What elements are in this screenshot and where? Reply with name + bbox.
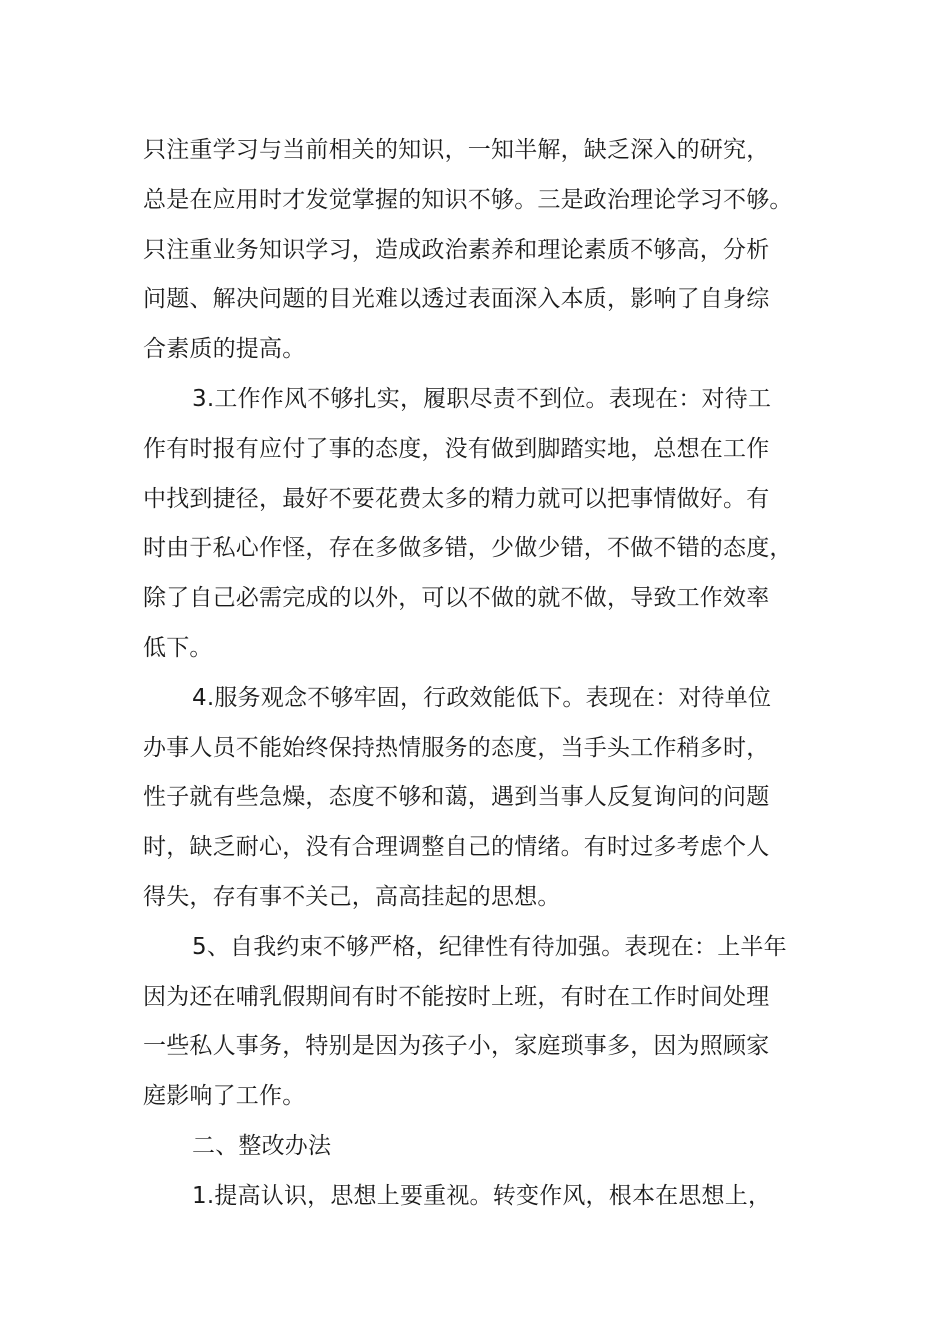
text-line: 因为还在哺乳假期间有时不能按时上班，有时在工作时间处理 bbox=[143, 983, 770, 1010]
text-line: 4.服务观念不够牢固，行政效能低下。表现在：对待单位 bbox=[192, 684, 772, 711]
text-line: 时由于私心作怪，存在多做多错，少做少错，不做不错的态度， bbox=[143, 535, 793, 562]
text-line: 庭影响了工作。 bbox=[143, 1083, 306, 1110]
text-line: 总是在应用时才发觉掌握的知识不够。三是政治理论学习不够。 bbox=[143, 186, 793, 213]
text-line: 得失，存有事不关己，高高挂起的思想。 bbox=[143, 883, 561, 910]
text-line: 一些私人事务，特别是因为孩子小，家庭琐事多，因为照顾家 bbox=[143, 1033, 770, 1060]
text-line: 时，缺乏耐心，没有合理调整自己的情绪。有时过多考虑个人 bbox=[143, 834, 770, 861]
text-line: 二、整改办法 bbox=[192, 1132, 332, 1159]
text-line: 合素质的提高。 bbox=[143, 336, 306, 363]
body-text bbox=[143, 126, 833, 1222]
text-line: 除了自己必需完成的以外，可以不做的就不做，导致工作效率 bbox=[143, 585, 770, 612]
text-line: 5、自我约束不够严格，纪律性有待加强。表现在：上半年 bbox=[192, 933, 787, 960]
text-line: 只注重学习与当前相关的知识，一知半解，缺乏深入的研究， bbox=[143, 137, 770, 163]
text-line: 3.工作作风不够扎实，履职尽责不到位。表现在：对待工 bbox=[192, 385, 772, 412]
text-line: 1.提高认识，思想上要重视。转变作风，根本在思想上， bbox=[192, 1182, 772, 1209]
text-line: 办事人员不能始终保持热情服务的态度，当手头工作稍多时， bbox=[143, 734, 770, 761]
text-line: 性子就有些急燥，态度不够和蔼，遇到当事人反复询问的问题 bbox=[143, 784, 770, 811]
text-line: 低下。 bbox=[143, 634, 213, 661]
text-line: 问题、解决问题的目光难以透过表面深入本质，影响了自身综 bbox=[143, 286, 770, 313]
text-line: 作有时报有应付了事的态度，没有做到脚踏实地，总想在工作 bbox=[143, 435, 770, 462]
text-line: 中找到捷径，最好不要花费太多的精力就可以把事情做好。有 bbox=[143, 485, 770, 512]
text-line: 只注重业务知识学习，造成政治素养和理论素质不够高，分析 bbox=[143, 236, 770, 263]
